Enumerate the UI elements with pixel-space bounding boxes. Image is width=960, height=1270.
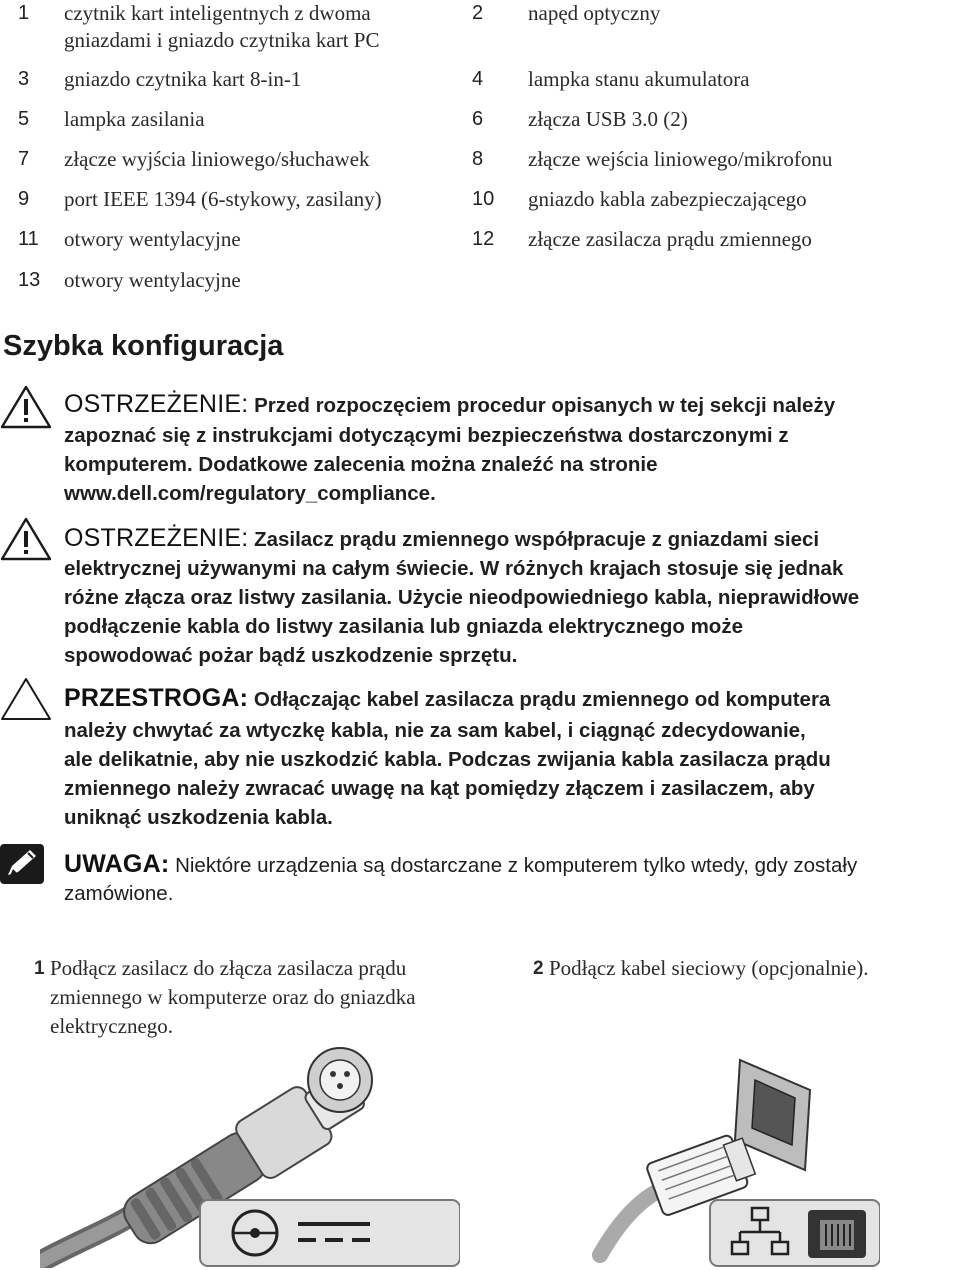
notice-body: [64, 850, 944, 880]
step-text: zmiennego w komputerze oraz do gniazdka: [50, 985, 416, 1009]
notice-line: elektrycznej używanymi na całym świecie. W różnych krajach stosuje się jednak: [64, 557, 844, 580]
section-title: Szybka konfiguracja: [3, 330, 284, 362]
legend-number: 5: [18, 108, 30, 130]
ac-adapter-plug-illustration: [40, 1040, 460, 1268]
legend-text: złącze wyjścia liniowego/słuchawek: [64, 147, 370, 171]
legend-text: napęd optyczny: [528, 1, 661, 25]
caution-icon: [0, 676, 52, 722]
legend-text: złącze wejścia liniowego/mikrofonu: [528, 147, 833, 171]
notice-label: OSTRZEŻENIE:: [64, 524, 249, 552]
legend-number: 7: [18, 148, 30, 170]
notice-line: Przed rozpoczęciem procedur opisanych w tej sekcji należy: [254, 394, 836, 417]
legend-text: złącze zasilacza prądu zmiennego: [528, 227, 812, 251]
legend-text: lampka zasilania: [64, 107, 205, 131]
notice-line: różne złącza oraz listwy zasilania. Użycie nieodpowiedniego kabla, nieprawidłowe: [64, 586, 860, 609]
legend-number: 2: [472, 2, 484, 24]
legend-number: 3: [18, 68, 30, 90]
notice-body: [64, 390, 944, 420]
notice-line: Niektóre urządzenia są dostarczane z komputerem tylko wtedy, gdy zostały: [175, 854, 858, 877]
legend-number: 11: [18, 228, 39, 250]
legend-number: 6: [472, 108, 484, 130]
legend-text: czytnik kart inteligentnych z dwoma: [64, 1, 371, 25]
legend-text: otwory wentylacyjne: [64, 227, 241, 251]
notice-label: OSTRZEŻENIE:: [64, 390, 249, 418]
step-number: 1: [34, 958, 45, 979]
warning-icon: [0, 516, 52, 562]
step-text: elektrycznego.: [50, 1014, 174, 1038]
legend-text: gniazdami i gniazdo czytnika kart PC: [64, 28, 380, 52]
legend-number: 4: [472, 68, 484, 90]
step-text: Podłącz kabel sieciowy (opcjonalnie).: [549, 956, 869, 980]
warning-icon: [0, 384, 52, 430]
step-text: Podłącz zasilacz do złącza zasilacza prądu: [50, 956, 407, 980]
notice-label: PRZESTROGA:: [64, 684, 249, 712]
notice-line: zamówione.: [64, 882, 174, 905]
legend-text: lampka stanu akumulatora: [528, 67, 750, 91]
notice-body: [64, 524, 944, 554]
notice-line: zmiennego należy zwracać uwagę na kąt pomiędzy złączem i zasilaczem, aby: [64, 777, 815, 800]
legend-text: port IEEE 1394 (6-stykowy, zasilany): [64, 187, 382, 211]
notice-body: [64, 684, 944, 714]
notice-line: podłączenie kabla do listwy zasilania lub gniazda elektrycznego może: [64, 615, 743, 638]
legend-number: 10: [472, 188, 495, 210]
notice-line: Zasilacz prądu zmiennego współpracuje z gniazdami sieci: [254, 528, 820, 551]
notice-line: uniknąć uszkodzenia kabla.: [64, 806, 333, 829]
notice-line: komputerem. Dodatkowe zalecenia można znaleźć na stronie: [64, 453, 658, 476]
legend-number: 1: [18, 2, 30, 24]
legend-text: gniazdo czytnika kart 8-in-1: [64, 67, 302, 91]
legend-text: gniazdo kabla zabezpieczającego: [528, 187, 807, 211]
step-number: 2: [533, 958, 544, 979]
notice-line: Odłączając kabel zasilacza prądu zmiennego od komputera: [253, 688, 831, 711]
notice-line: należy chwytać za wtyczkę kabla, nie za sam kabel, i ciągnąć zdecydowanie,: [64, 719, 806, 742]
legend-text: otwory wentylacyjne: [64, 268, 241, 292]
legend-text: złącza USB 3.0 (2): [528, 107, 688, 131]
legend-number: 12: [472, 228, 495, 250]
notice-label: UWAGA:: [64, 850, 170, 878]
legend-number: 8: [472, 148, 484, 170]
pencil-note-icon: [0, 844, 44, 884]
legend-number: 9: [18, 188, 30, 210]
notice-line: spowodować pożar bądź uszkodzenie sprzętu.: [64, 644, 518, 667]
legend-number: 13: [18, 269, 41, 291]
notice-line: www.dell.com/regulatory_compliance.: [64, 482, 436, 505]
network-cable-illustration: [580, 1050, 880, 1268]
notice-line: zapoznać się z instrukcjami dotyczącymi bezpieczeństwa dostarczonymi z: [64, 424, 789, 447]
notice-line: ale delikatnie, aby nie uszkodzić kabla. Podczas zwijania kabla zasilacza prądu: [64, 748, 831, 771]
